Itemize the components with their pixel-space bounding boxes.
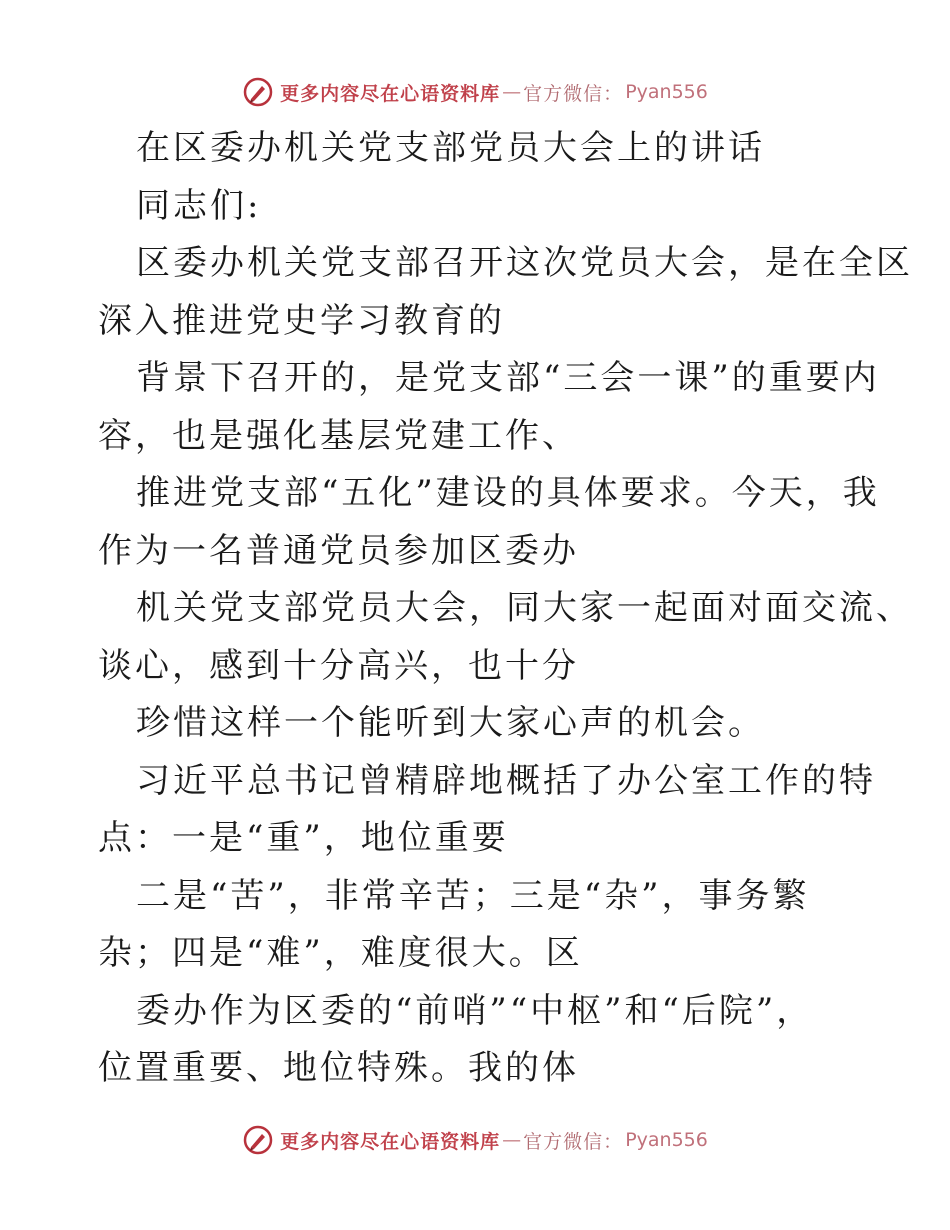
text-line: 在区委办机关党支部党员大会上的讲话	[136, 128, 765, 168]
pen-circle-logo-icon	[242, 76, 274, 108]
banner-separator: —	[502, 1129, 522, 1151]
text-line: 珍惜这样一个能听到大家心声的机会。	[136, 703, 765, 743]
text-line: 谈心，感到十分高兴，也十分	[98, 645, 579, 686]
banner-separator: —	[502, 81, 522, 103]
text-line: 杂；四是“难”，难度很大。区	[98, 933, 583, 973]
pen-circle-logo-icon	[242, 1124, 274, 1156]
banner-official-label: 官方微信：	[523, 82, 624, 105]
text-line: 位置重要、地位特殊。我的体	[98, 1048, 579, 1088]
text-line: 点：一是“重”，地位重要	[98, 818, 509, 858]
text-line: 容，也是强化基层党建工作、	[98, 415, 579, 456]
document-body	[98, 120, 913, 1098]
banner-brand: 更多内容尽在心语资料库	[280, 82, 501, 105]
banner-brand: 更多内容尽在心语资料库	[280, 1130, 501, 1153]
footer-watermark-banner	[0, 1120, 950, 1160]
text-line: 同志们:	[136, 185, 262, 226]
text-line: 背景下召开的，是党支部“三会一课”的重要内	[136, 358, 880, 398]
text-line: 推进党支部“五化”建设的具体要求。今天，我	[136, 473, 880, 513]
banner-wechat-id: Pyan556	[625, 1129, 708, 1151]
header-watermark-banner	[0, 72, 950, 112]
text-line: 区委办机关党支部召开这次党员大会，是在全区	[136, 243, 913, 283]
text-line: 委办作为区委的“前哨”“中枢”和“后院”，	[136, 990, 814, 1031]
text-line: 习近平总书记曾精辟地概括了办公室工作的特	[136, 760, 876, 801]
banner-official-label: 官方微信：	[523, 1130, 624, 1153]
text-line: 深入推进党史学习教育的	[98, 300, 505, 341]
text-line: 二是“苦”，非常辛苦；三是“杂”，事务繁	[136, 875, 810, 916]
text-line: 作为一名普通党员参加区委办	[98, 530, 579, 571]
text-line: 机关党支部党员大会，同大家一起面对面交流、	[136, 588, 913, 628]
banner-wechat-id: Pyan556	[625, 81, 708, 103]
